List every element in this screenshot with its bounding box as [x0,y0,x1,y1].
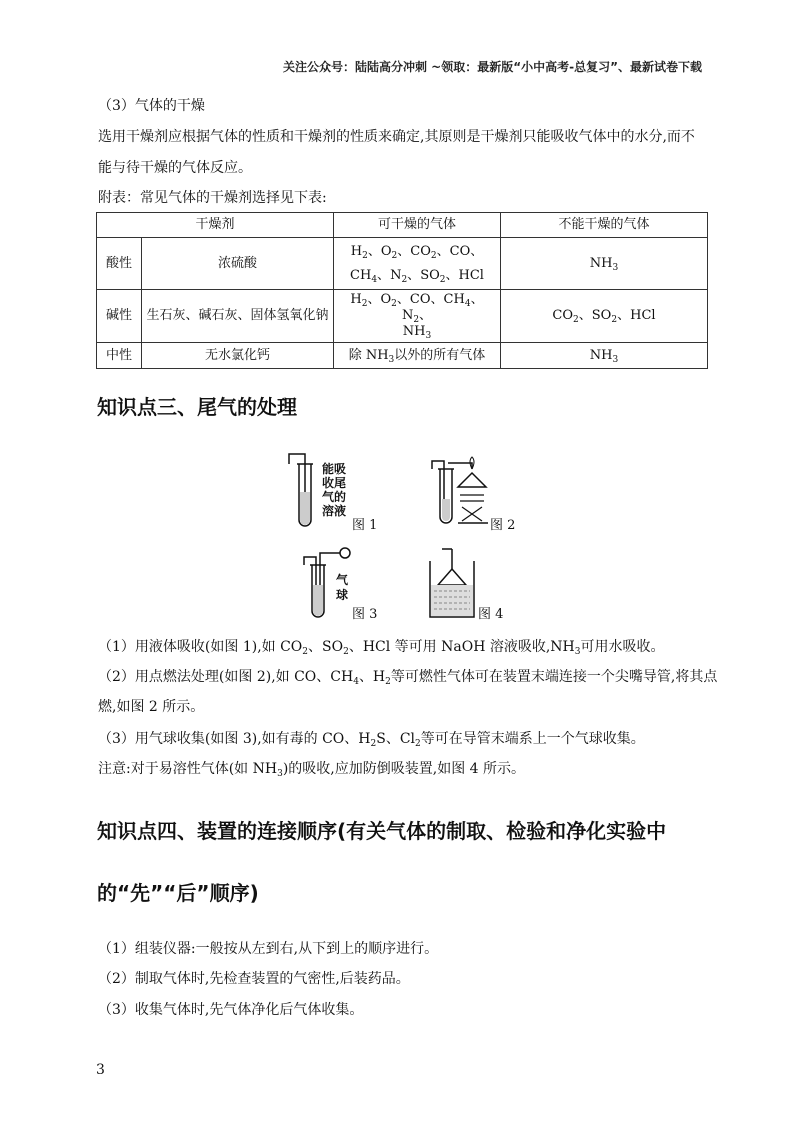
paragraph-balloon: （3）用气球收集(如图 3),如有毒的 CO、$H_2S$、$Cl_2$等可在导管末端系上一个气球收集。 [98,731,645,749]
page-number: 3 [96,1062,105,1078]
paragraph-line: 选用干燥剂应根据气体的性质和干燥剂的性质来确定,其原则是干燥剂只能吸收气体中的水分,而不 [98,129,695,145]
fig1-label: 图 1 [352,518,378,533]
non-dryable-gases-cell: $CO_2$、$SO_2$、HCl [501,290,708,343]
section-title-drying: （3）气体的干燥 [98,98,205,114]
fig3-balloon-label: 气 球 [336,573,349,602]
list-item: （3）收集气体时,先气体净化后气体收集。 [98,1002,364,1018]
list-item: （1）组装仪器:一般按从左到右,从下到上的顺序进行。 [98,941,439,957]
paragraph-liquid-absorption: （1）用液体吸收(如图 1),如 $CO_2$、$SO_2$、HCl 等可用 NaOH 溶液吸收$,NH_3$可用水吸收。 [98,639,665,657]
type-cell: 酸性 [97,238,142,290]
paragraph-ignition-cont: 燃,如图 2 所示。 [98,699,205,715]
table-row [97,238,708,290]
type-cell: 中性 [97,343,142,369]
dryable-gases-cell: 除 $NH_3$以外的所有气体 [334,343,501,369]
fig2-label: 图 2 [490,518,516,533]
heading-tail-gas: 知识点三、尾气的处理 [97,395,297,419]
heading-connection-order: 知识点四、装置的连接顺序(有关气体的制取、检验和净化实验中 [97,819,667,843]
table-caption: 附表：常见气体的干燥剂选择见下表: [98,190,327,206]
fig2-burner-icon [430,455,490,530]
paragraph-line: 能与待干燥的气体反应。 [98,160,252,176]
table-row [97,343,708,369]
table-header-row [97,213,708,238]
paragraph-note: 注意:对于易溶性气体(如 $NH_3$)的吸收,应加防倒吸装置,如图 4 所示。 [98,761,525,779]
agent-cell: 无水氯化钙 [142,343,334,369]
list-item: （2）制取气体时,先检查装置的气密性,后装药品。 [98,971,410,987]
fig1-solution-label: 能吸 收尾 气的 溶液 [322,462,347,518]
header-cell: 可干燥的气体 [334,213,501,238]
non-dryable-gases-cell: $NH_3$ [501,238,708,290]
fig3-label: 图 3 [352,607,378,622]
table-row [97,290,708,343]
desiccant-table [96,212,708,369]
fig4-beaker-icon [428,545,478,620]
agent-cell: 生石灰、碱石灰、固体氢氧化钠 [142,290,334,343]
non-dryable-gases-cell: $NH_3$ [501,343,708,369]
paragraph-ignition: （2）用点燃法处理(如图 2),如 CO、$CH_4$、$H_2$等可燃性气体可在装置末端连接一个尖嘴导管,将其点 [98,669,718,687]
page-header: 关注公众号：陆陆高分冲刺 ~领取：最新版“小中高考-总复习”、最新试卷下载 [283,60,702,74]
header-cell: 干燥剂 [97,213,334,238]
dryable-gases-cell: $H_2$、$O_2$、$CO_2$、CO、 $CH_4$、$N_2$、$SO_2$、HCl [334,238,501,290]
fig4-label: 图 4 [478,607,504,622]
type-cell: 碱性 [97,290,142,343]
header-cell: 不能干燥的气体 [501,213,708,238]
heading-connection-order-cont: 的“先”“后”顺序) [97,881,259,905]
agent-cell: 浓硫酸 [142,238,334,290]
dryable-gases-cell: $H_2$、$O_2$、CO、$CH_4$、$N_2$、 $NH_3$ [334,290,501,343]
